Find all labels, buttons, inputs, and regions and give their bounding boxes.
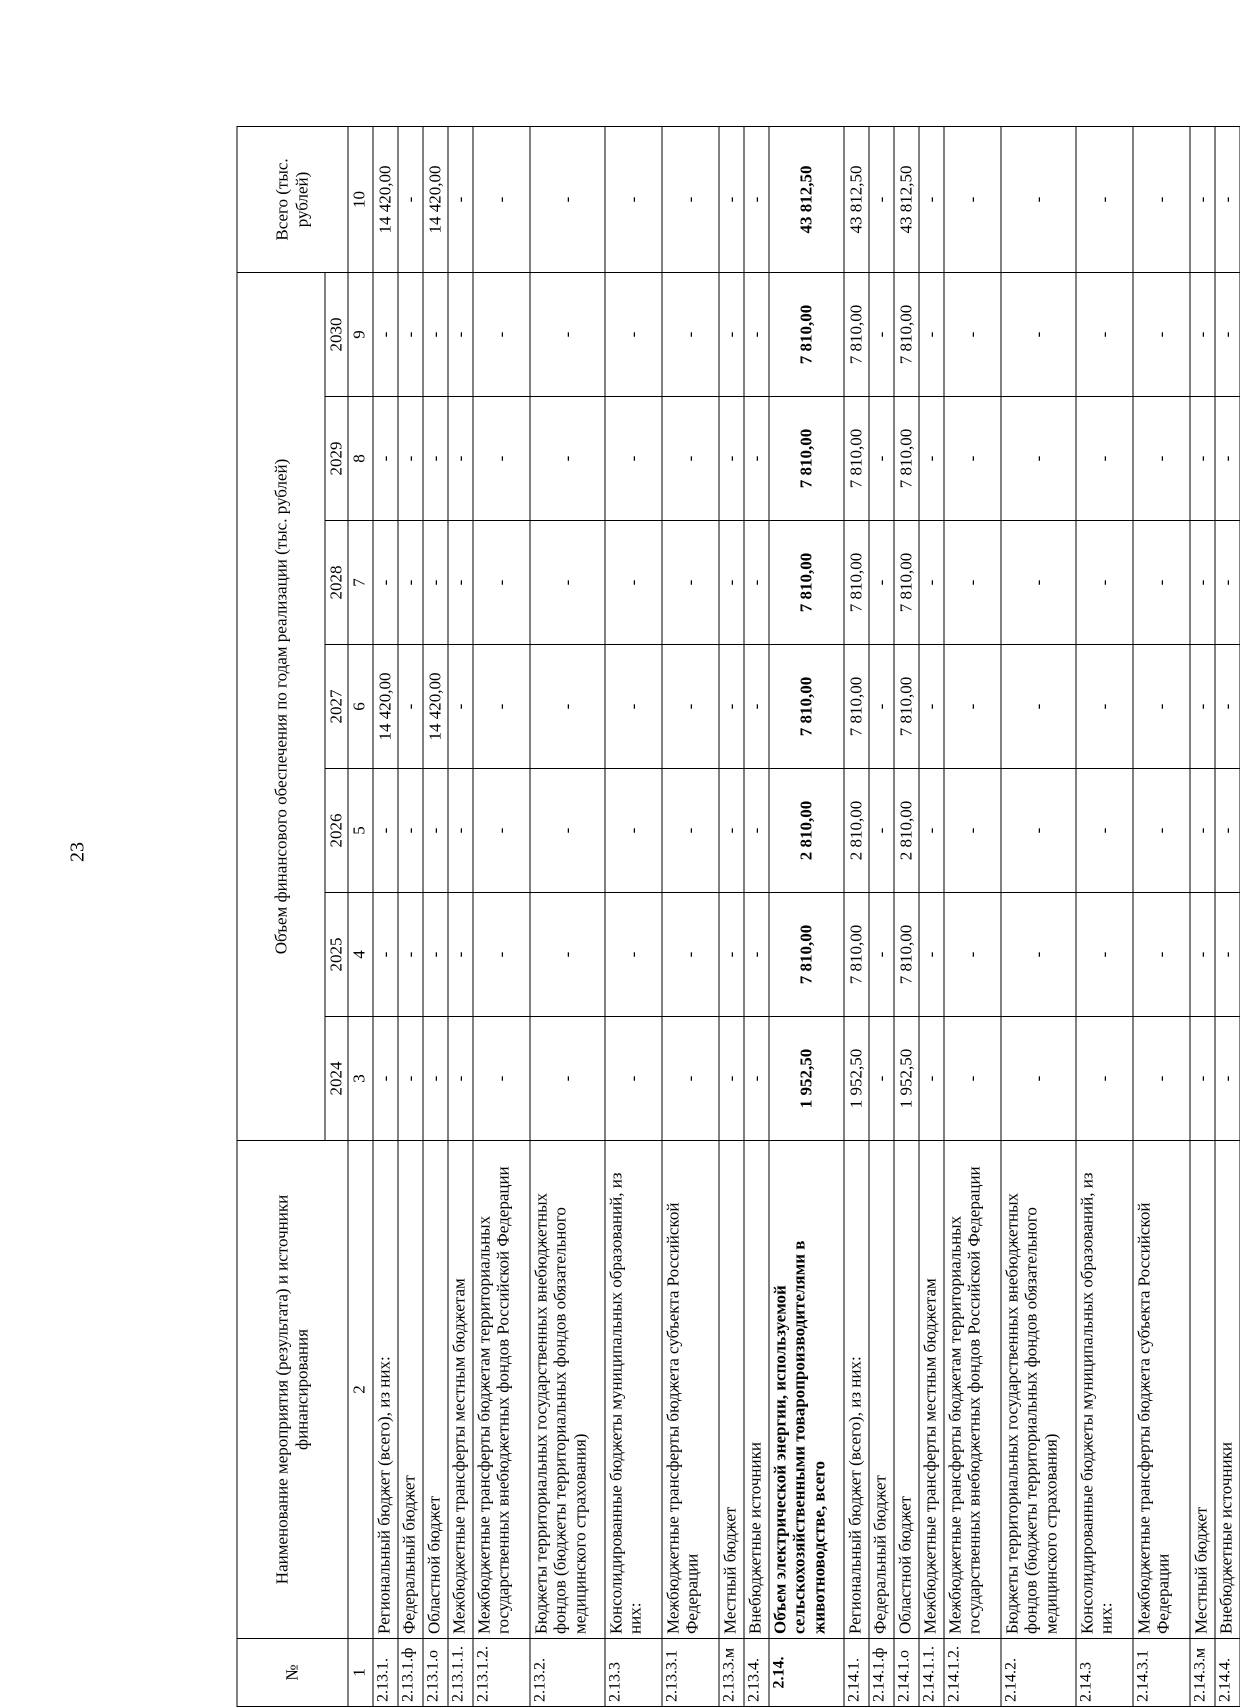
row-value: - <box>423 769 448 893</box>
index-cell: 2 <box>348 1141 373 1639</box>
header-year: 2029 <box>325 397 348 521</box>
row-value: - <box>423 397 448 521</box>
row-name: Бюджеты территориальных государственных внебюджетных фондов (бюджеты территориальных фондов обязательного медицинского страхования) <box>1001 1141 1076 1639</box>
row-total: - <box>719 127 744 273</box>
row-value: - <box>423 273 448 397</box>
row-value: - <box>423 1017 448 1141</box>
header-year: 2028 <box>325 521 348 645</box>
table-row <box>423 127 448 1707</box>
page-number: 23 <box>67 842 90 862</box>
row-value: - <box>1215 1017 1240 1141</box>
row-total: - <box>530 127 605 273</box>
row-value: - <box>744 273 769 397</box>
row-value: - <box>719 893 744 1017</box>
index-cell: 8 <box>348 397 373 521</box>
row-name: Федеральный бюджет <box>869 1141 894 1639</box>
row-value: - <box>448 769 473 893</box>
row-total: - <box>473 127 530 273</box>
row-value: - <box>1001 769 1076 893</box>
row-value: - <box>605 397 662 521</box>
row-value: - <box>373 893 398 1017</box>
row-total: - <box>1190 127 1215 273</box>
row-value: - <box>1133 273 1190 397</box>
row-name: Межбюджетные трансферты бюджетам территориальных государственных внебюджетных фондов Российской Федерации <box>944 1141 1001 1639</box>
row-value: - <box>605 521 662 645</box>
row-value: - <box>448 893 473 1017</box>
row-value: - <box>1133 893 1190 1017</box>
row-value: - <box>1133 769 1190 893</box>
row-code: 2.14.1.2. <box>944 1639 1001 1707</box>
row-value: 7 810,00 <box>769 397 844 521</box>
row-value: - <box>1215 893 1240 1017</box>
row-value: - <box>869 397 894 521</box>
row-code: 2.14.2. <box>1001 1639 1076 1707</box>
row-value: - <box>744 893 769 1017</box>
row-value: - <box>473 397 530 521</box>
row-name: Бюджеты территориальных государственных внебюджетных фондов (бюджеты территориальных фондов обязательного медицинского страхования) <box>530 1141 605 1639</box>
table-row <box>844 127 869 1707</box>
row-code: 2.14.4. <box>1215 1639 1240 1707</box>
row-value: - <box>869 1017 894 1141</box>
row-code: 2.13.1.о <box>423 1639 448 1707</box>
row-total: - <box>398 127 423 273</box>
row-value: - <box>1133 1017 1190 1141</box>
index-cell: 6 <box>348 645 373 769</box>
table-row <box>605 127 662 1707</box>
row-value: 7 810,00 <box>844 521 869 645</box>
row-name: Региональный бюджет (всего), из них: <box>844 1141 869 1639</box>
row-code: 2.13.3 <box>605 1639 662 1707</box>
row-value: - <box>744 769 769 893</box>
row-value: - <box>919 645 944 769</box>
column-index-row <box>348 127 373 1707</box>
row-code: 2.14.1. <box>844 1639 869 1707</box>
row-value: - <box>869 645 894 769</box>
row-value: - <box>373 273 398 397</box>
index-cell: 5 <box>348 769 373 893</box>
row-value: - <box>530 893 605 1017</box>
row-value: - <box>1190 769 1215 893</box>
row-value: - <box>448 1017 473 1141</box>
row-total: - <box>662 127 719 273</box>
row-total: - <box>869 127 894 273</box>
row-value: 1 952,50 <box>844 1017 869 1141</box>
row-value: - <box>1190 397 1215 521</box>
index-cell: 10 <box>348 127 373 273</box>
table-row <box>1133 127 1190 1707</box>
row-value: - <box>662 1017 719 1141</box>
row-value: - <box>473 893 530 1017</box>
row-name: Областной бюджет <box>894 1141 919 1639</box>
row-value: - <box>1001 893 1076 1017</box>
row-value: - <box>944 521 1001 645</box>
index-cell: 7 <box>348 521 373 645</box>
row-code: 2.13.1.1. <box>448 1639 473 1707</box>
row-value: - <box>530 397 605 521</box>
financing-table <box>237 126 1240 1707</box>
row-total: - <box>1133 127 1190 273</box>
row-value: - <box>919 769 944 893</box>
row-value: 7 810,00 <box>894 397 919 521</box>
row-value: - <box>919 273 944 397</box>
row-value: 1 952,50 <box>894 1017 919 1141</box>
index-cell: 1 <box>348 1639 373 1707</box>
row-code: 2.13.4. <box>744 1639 769 1707</box>
header-year: 2026 <box>325 769 348 893</box>
row-value: - <box>1076 397 1133 521</box>
table-row <box>530 127 605 1707</box>
row-value: - <box>662 397 719 521</box>
row-value: 1 952,50 <box>769 1017 844 1141</box>
row-total: - <box>1076 127 1133 273</box>
header-year: 2027 <box>325 645 348 769</box>
table-row <box>1215 127 1240 1707</box>
row-value: - <box>744 521 769 645</box>
table-row <box>662 127 719 1707</box>
row-name: Федеральный бюджет <box>398 1141 423 1639</box>
row-value: 7 810,00 <box>844 645 869 769</box>
row-value: - <box>423 521 448 645</box>
row-value: 7 810,00 <box>844 273 869 397</box>
row-code: 2.13.3.м <box>719 1639 744 1707</box>
index-cell: 3 <box>348 1017 373 1141</box>
row-total: 43 812,50 <box>844 127 869 273</box>
row-total: - <box>448 127 473 273</box>
row-value: - <box>473 273 530 397</box>
table-body <box>348 127 1240 1707</box>
row-value: - <box>919 397 944 521</box>
row-name: Объем электрической энергии, используемой сельскохозяйственными товаропроизводителями в животноводстве, всего <box>769 1141 844 1639</box>
row-value: - <box>398 893 423 1017</box>
row-value: - <box>662 645 719 769</box>
row-value: - <box>605 893 662 1017</box>
row-value: 2 810,00 <box>769 769 844 893</box>
row-value: - <box>1133 521 1190 645</box>
row-value: - <box>719 769 744 893</box>
index-cell: 4 <box>348 893 373 1017</box>
row-name: Межбюджетные трансферты бюджета субъекта Российской Федерации <box>662 1141 719 1639</box>
row-name: Межбюджетные трансферты местным бюджетам <box>448 1141 473 1639</box>
row-value: - <box>398 521 423 645</box>
row-value: - <box>373 769 398 893</box>
row-value: 7 810,00 <box>894 893 919 1017</box>
row-value: - <box>373 1017 398 1141</box>
row-value: 7 810,00 <box>769 893 844 1017</box>
row-name: Межбюджетные трансферты бюджета субъекта Российской Федерации <box>1133 1141 1190 1639</box>
row-value: - <box>1190 273 1215 397</box>
row-value: - <box>530 645 605 769</box>
index-cell: 9 <box>348 273 373 397</box>
row-value: - <box>944 273 1001 397</box>
row-value: - <box>719 645 744 769</box>
row-value: - <box>1001 273 1076 397</box>
table-row <box>869 127 894 1707</box>
table-row <box>769 127 844 1707</box>
row-value: - <box>398 1017 423 1141</box>
row-total: - <box>605 127 662 273</box>
table-row <box>1190 127 1215 1707</box>
row-code: 2.14. <box>769 1639 844 1707</box>
row-value: - <box>744 645 769 769</box>
row-value: - <box>530 769 605 893</box>
row-value: - <box>719 397 744 521</box>
row-value: - <box>423 893 448 1017</box>
row-value: 7 810,00 <box>769 521 844 645</box>
row-code: 2.13.2. <box>530 1639 605 1707</box>
row-code: 2.14.3.1 <box>1133 1639 1190 1707</box>
row-name: Местный бюджет <box>719 1141 744 1639</box>
row-value: - <box>1133 645 1190 769</box>
row-value: - <box>473 769 530 893</box>
header-num: № <box>237 1639 348 1707</box>
table-row <box>744 127 769 1707</box>
row-value: - <box>662 521 719 645</box>
row-value: - <box>1215 645 1240 769</box>
row-value: - <box>373 521 398 645</box>
row-value: - <box>1076 273 1133 397</box>
row-total: - <box>1215 127 1240 273</box>
row-value: - <box>1215 397 1240 521</box>
row-value: - <box>605 1017 662 1141</box>
table-row <box>398 127 423 1707</box>
row-value: - <box>869 769 894 893</box>
row-value: - <box>1190 1017 1215 1141</box>
row-value: - <box>530 1017 605 1141</box>
row-value: - <box>473 1017 530 1141</box>
row-value: - <box>605 769 662 893</box>
row-code: 2.14.3 <box>1076 1639 1133 1707</box>
row-value: - <box>1076 893 1133 1017</box>
row-value: - <box>373 397 398 521</box>
row-name: Областной бюджет <box>423 1141 448 1639</box>
table-row <box>894 127 919 1707</box>
row-value: - <box>1001 645 1076 769</box>
header-year: 2030 <box>325 273 348 397</box>
row-value: - <box>448 645 473 769</box>
row-value: - <box>944 769 1001 893</box>
row-code: 2.14.1.о <box>894 1639 919 1707</box>
row-value: - <box>919 893 944 1017</box>
row-total: 43 812,50 <box>894 127 919 273</box>
table-row <box>473 127 530 1707</box>
row-value: - <box>919 1017 944 1141</box>
table-row <box>719 127 744 1707</box>
row-value: - <box>1133 397 1190 521</box>
row-value: - <box>1001 521 1076 645</box>
row-name: Консолидированные бюджеты муниципальных образований, из них: <box>1076 1141 1133 1639</box>
row-total: - <box>944 127 1001 273</box>
row-value: - <box>1215 521 1240 645</box>
row-value: - <box>719 521 744 645</box>
header-name: Наименование мероприятия (результата) и источники финансирования <box>237 1141 348 1639</box>
row-value: 14 420,00 <box>423 645 448 769</box>
header-year: 2024 <box>325 1017 348 1141</box>
row-total: 43 812,50 <box>769 127 844 273</box>
row-value: - <box>919 521 944 645</box>
row-value: - <box>869 273 894 397</box>
row-value: - <box>605 273 662 397</box>
row-value: - <box>1076 769 1133 893</box>
row-name: Консолидированные бюджеты муниципальных образований, из них: <box>605 1141 662 1639</box>
table-row <box>1076 127 1133 1707</box>
row-code: 2.14.1.ф <box>869 1639 894 1707</box>
row-value: 7 810,00 <box>894 521 919 645</box>
row-value: - <box>1215 769 1240 893</box>
table-row <box>944 127 1001 1707</box>
row-value: - <box>944 1017 1001 1141</box>
table-row <box>373 127 398 1707</box>
row-value: - <box>944 893 1001 1017</box>
row-value: - <box>869 521 894 645</box>
row-code: 2.14.1.1. <box>919 1639 944 1707</box>
row-value: 7 810,00 <box>769 273 844 397</box>
row-value: 7 810,00 <box>894 645 919 769</box>
row-value: 7 810,00 <box>844 397 869 521</box>
row-code: 2.14.3.м <box>1190 1639 1215 1707</box>
row-value: - <box>398 645 423 769</box>
row-value: - <box>1190 645 1215 769</box>
row-value: - <box>719 1017 744 1141</box>
row-value: - <box>448 521 473 645</box>
row-value: - <box>744 397 769 521</box>
row-value: 14 420,00 <box>373 645 398 769</box>
row-value: - <box>448 397 473 521</box>
row-value: - <box>1076 521 1133 645</box>
row-value: - <box>1215 273 1240 397</box>
row-name: Региональный бюджет (всего), из них: <box>373 1141 398 1639</box>
row-value: - <box>744 1017 769 1141</box>
row-value: - <box>1001 1017 1076 1141</box>
row-value: - <box>1076 1017 1133 1141</box>
row-code: 2.13.1.2. <box>473 1639 530 1707</box>
row-value: - <box>944 397 1001 521</box>
row-value: - <box>448 273 473 397</box>
row-code: 2.13.3.1 <box>662 1639 719 1707</box>
row-total: - <box>919 127 944 273</box>
row-value: - <box>605 645 662 769</box>
row-value: 2 810,00 <box>844 769 869 893</box>
row-name: Внебюджетные источники <box>744 1141 769 1639</box>
header-total: Всего (тыс. рублей) <box>237 127 348 273</box>
row-value: - <box>473 521 530 645</box>
row-value: - <box>398 397 423 521</box>
row-value: - <box>473 645 530 769</box>
row-value: 2 810,00 <box>894 769 919 893</box>
row-value: 7 810,00 <box>769 645 844 769</box>
row-value: - <box>944 645 1001 769</box>
row-total: 14 420,00 <box>373 127 398 273</box>
row-value: - <box>719 273 744 397</box>
row-name: Внебюджетные источники <box>1215 1141 1240 1639</box>
table-row <box>448 127 473 1707</box>
row-total: - <box>1001 127 1076 273</box>
row-value: - <box>398 273 423 397</box>
row-value: - <box>1076 645 1133 769</box>
header-year: 2025 <box>325 893 348 1017</box>
header-volume: Объем финансового обеспечения по годам реализации (тыс. рублей) <box>237 273 325 1141</box>
row-name: Межбюджетные трансферты местным бюджетам <box>919 1141 944 1639</box>
row-name: Межбюджетные трансферты бюджетам территориальных государственных внебюджетных фондов Российской Федерации <box>473 1141 530 1639</box>
row-value: - <box>662 769 719 893</box>
row-value: - <box>869 893 894 1017</box>
row-value: - <box>1190 521 1215 645</box>
table-row <box>1001 127 1076 1707</box>
row-value: 7 810,00 <box>844 893 869 1017</box>
row-value: - <box>1190 893 1215 1017</box>
row-code: 2.13.1.ф <box>398 1639 423 1707</box>
row-value: - <box>530 273 605 397</box>
row-name: Местный бюджет <box>1190 1141 1215 1639</box>
row-total: 14 420,00 <box>423 127 448 273</box>
rotated-table-container <box>237 127 1192 1707</box>
row-value: - <box>1001 397 1076 521</box>
row-value: - <box>662 273 719 397</box>
row-value: - <box>398 769 423 893</box>
row-code: 2.13.1. <box>373 1639 398 1707</box>
row-value: 7 810,00 <box>894 273 919 397</box>
row-value: - <box>662 893 719 1017</box>
row-total: - <box>744 127 769 273</box>
table-row <box>919 127 944 1707</box>
row-value: - <box>530 521 605 645</box>
